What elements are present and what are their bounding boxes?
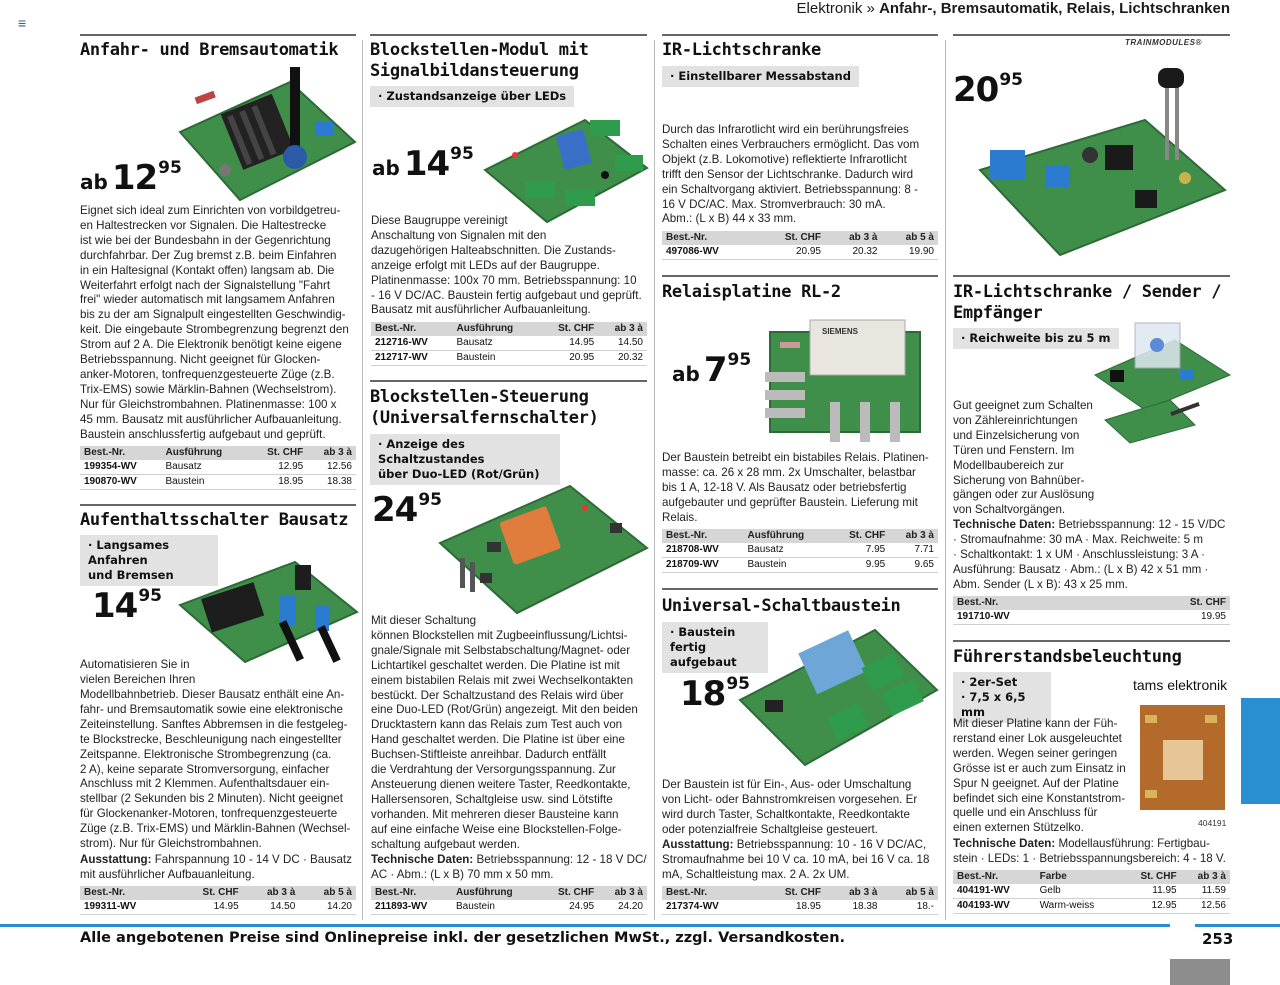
table-header: Farbe	[1036, 870, 1121, 884]
product-image-ir	[975, 50, 1230, 260]
price-cents: 95	[450, 144, 474, 164]
equipment-value: Betriebsspannung: 10 - 16 V DC/AC, Stromaufnahme bei 10 V ca. 10 mA, bei 16 V ca. 18 mA, Schaltleistung max. 2 A. 2x UM.	[662, 838, 930, 881]
price-from-label: ab	[372, 156, 400, 180]
table-header: St. CHF	[830, 529, 889, 543]
price-cell: 18.95	[756, 900, 825, 915]
section-rule	[80, 504, 356, 506]
price-cents: 95	[726, 674, 750, 694]
table-header: Best.-Nr.	[953, 870, 1036, 884]
price-main: 14	[403, 144, 450, 184]
section-rule	[953, 640, 1230, 642]
product-title: Universal-Schaltbaustein	[662, 596, 901, 616]
table-row[interactable]	[80, 900, 356, 915]
price-cell: 20.32	[598, 351, 647, 366]
table-header: ab 3 à	[1181, 870, 1230, 884]
equipment-value: Fahrspannung 10 - 14 V DC · Bausatz mit ausführlicher Aufbauanleitung.	[80, 853, 352, 881]
feature-tag: · Anzeige des Schaltzustandes über Duo-LED (Rot/Grün)	[370, 434, 560, 485]
price-table-irsender	[953, 596, 1230, 625]
column-rule-1	[80, 34, 356, 36]
equipment-label: Ausstattung:	[80, 853, 152, 866]
table-row[interactable]	[371, 900, 647, 915]
sku: 217374-WV	[662, 900, 756, 915]
equipment-label: Ausstattung:	[662, 838, 734, 851]
product-description: Durch das Infrarotlicht wird ein berührungsfreies Schalten eines Verbrauchers ermöglicht. Das vom Objekt (z.B. Lokomotive) reflektierte Infrarotlicht trifft den Sensor der Lichtschranke. Dadurch wird ein Schaltvorgang aktiviert. Betriebsspannung: 8 - 16 V DC/AC. Max. Stromverbrauch: 30 mA. Abm.: (L x B) 44 x 33 mm.	[662, 123, 920, 226]
table-header: Best.-Nr.	[953, 596, 1114, 610]
price-cell: 9.95	[830, 558, 889, 573]
table-header: ab 5 à	[299, 886, 356, 900]
product-image-anfahr	[170, 62, 360, 204]
brand-logo-trainmodules: TRAINMODULES®	[1125, 38, 1202, 47]
table-header: ab 5 à	[881, 231, 938, 245]
tech-data-value: Betriebsspannung: 12 - 18 V DC/ AC · Abm.: (L x B) 70 mm x 50 mm.	[371, 853, 647, 881]
equipment-text	[662, 838, 944, 883]
footer-rule-right	[1195, 924, 1280, 927]
table-header: ab 3 à	[825, 886, 881, 900]
section-rule	[662, 275, 938, 277]
price-universal	[680, 674, 750, 714]
price-table-blockmodul	[371, 322, 647, 366]
product-description: Mit dieser Schaltung können Blockstellen mit Zugbeeinflussung/Lichtsi- gnale/Signale mit Selbstabschaltung/Magnet- oder Lichtartikel geschaltet werden. Die Platine ist mit einem bistabilen Relais mit zwei Wechselkontakten bestückt. Der Schaltzustand des Relais wird über eine Duo-LED (Rot/Grün) angezeigt. Mit den beiden Drucktastern kann das Relais zum Test auch von Hand geschaltet werden. Die Platine ist über eine Buchsen-Stiftleiste anreihbar. Dadurch entfällt die Verdrahtung der Versorgungsspannung. Zur Ansteuerung dienen weitere Taster, Reedkontakte, Hallersensoren, Schaltgleise usw. sind Lötstifte vorhanden. Mit mehreren dieser Bausteine kann auf eine einfache Weise eine Blockstellen-Folge- schaltung aufgebaut werden.	[371, 614, 638, 851]
variant: Baustein	[453, 351, 540, 366]
column-divider	[945, 40, 946, 920]
sku: 199354-WV	[80, 460, 162, 475]
price-blocksteuer	[372, 490, 442, 530]
price-main: 18	[680, 674, 726, 714]
section-rule	[662, 588, 938, 590]
feature-tag: · Zustandsanzeige über LEDs	[370, 86, 574, 107]
tech-data-text	[371, 853, 653, 883]
price-cell: 24.20	[598, 900, 647, 915]
sku: 212717-WV	[371, 351, 453, 366]
table-row[interactable]	[80, 475, 356, 490]
table-header: ab 3 à	[889, 529, 938, 543]
price-cell: 18.38	[825, 900, 881, 915]
variant: Warm-weiss	[1036, 899, 1121, 914]
column-rule-4	[953, 34, 1230, 36]
tech-data-text	[953, 518, 1235, 593]
table-header: ab 3 à	[243, 886, 300, 900]
table-header: Ausführung	[452, 886, 539, 900]
price-cell: 20.32	[825, 245, 881, 260]
price-cell: 14.20	[299, 900, 356, 915]
price-cents: 95	[138, 586, 162, 606]
tech-data-value: Modellausführung: Fertigbau- stein · LEDs: 1 · Betriebsspannungsbereich: 4 - 18 V.	[953, 837, 1226, 865]
price-cell: 11.95	[1121, 884, 1181, 899]
price-cell: 11.59	[1181, 884, 1230, 899]
section-rule	[953, 275, 1230, 277]
price-cell: 24.95	[539, 900, 598, 915]
table-row[interactable]	[371, 351, 647, 366]
price-cell: 12.56	[1181, 899, 1230, 914]
product-image-fuehrer	[1135, 700, 1230, 820]
table-header: St. CHF	[174, 886, 243, 900]
sku: 190870-WV	[80, 475, 162, 490]
price-table-universal	[662, 886, 938, 915]
price-table-blocksteuer	[371, 886, 647, 915]
table-header: ab 5 à	[881, 886, 938, 900]
variant: Baustein	[744, 558, 831, 573]
price-cents: 95	[727, 350, 752, 370]
table-header: ab 3 à	[825, 231, 881, 245]
price-main: 24	[372, 490, 418, 530]
price-cell: 9.65	[889, 558, 938, 573]
table-header: Best.-Nr.	[662, 886, 756, 900]
product-image-relais	[760, 312, 940, 442]
sku: 199311-WV	[80, 900, 174, 915]
price-main: 12	[111, 158, 158, 198]
price-cell: 12.95	[1121, 899, 1181, 914]
tech-data-value: Betriebsspannung: 12 - 15 V/DC · Stromaufnahme: 30 mA · Max. Reichweite: 5 m · Schaltkontakt: 1 x UM · Anschlussleistung: 3 A · Ausführung: Bausatz · Abm.: (L x B) 42 x 51 mm · Abm. Sender (L x B): 43 x 25 mm.	[953, 518, 1226, 591]
sku: 404193-WV	[953, 899, 1036, 914]
product-image-universal	[735, 620, 940, 770]
variant: Gelb	[1036, 884, 1121, 899]
product-image-irsender	[1085, 315, 1235, 445]
feature-tag: · Baustein fertig aufgebaut	[662, 622, 768, 673]
variant: Bausatz	[744, 543, 831, 558]
price-cell: 20.95	[539, 351, 598, 366]
price-cell: 14.95	[174, 900, 243, 915]
sku: 211893-WV	[371, 900, 452, 915]
table-row[interactable]	[953, 610, 1230, 625]
table-header: St. CHF	[1121, 870, 1181, 884]
sku: 212716-WV	[371, 336, 453, 351]
product-description: Diese Baugruppe vereinigt Anschaltung von Signalen mit den dazugehörigen Halteabschnitten. Die Zustands- anzeige erfolgt mit LEDs auf der Baugruppe. Platinenmasse: 100x 70 mm. Betriebsspannung: 10 - 16 V DC/AC. Baustein fertig aufgebaut und geprüft. Bausatz mit ausführlicher Aufbauanleitung.	[371, 214, 642, 317]
price-main: 14	[92, 586, 138, 626]
table-header: St. CHF	[756, 231, 825, 245]
price-blockmodul	[372, 144, 474, 184]
price-aufenthalt	[92, 586, 162, 626]
table-header: Ausführung	[162, 446, 249, 460]
product-image-aufenthalt	[175, 550, 360, 665]
price-cell: 18.38	[307, 475, 356, 490]
sku: 218708-WV	[662, 543, 744, 558]
tech-data-label: Technische Daten:	[953, 518, 1056, 531]
product-title: Blockstellen-Modul mit Signalbildansteuerung	[370, 40, 589, 81]
variant: Bausatz	[162, 460, 249, 475]
table-header: ab 3 à	[307, 446, 356, 460]
sku: 218709-WV	[662, 558, 744, 573]
table-header: St. CHF	[756, 886, 825, 900]
product-description: Modellbahnbetrieb. Dieser Bausatz enthält eine An- fahr- und Bremsautomatik sowie eine elektronische Zeiteinstellung. Sanftes Abbremsen in die festgeleg- te Blockstrecke, Beschleunigung nach eingestellter Zeitspanne. Elektronische Strombegrenzung (ca. 2 A), keine separate Stromversorgung, einfacher Anschluss mit 2 Klemmen. Aufenthaltsdauer ein- stellbar (2 Sekunden bis 2 Minuten). Nicht geeignet für Glockenanker-Motoren, tonfrequenzgesteuerte Züge (z.B. Trix-EMS) und Märklin-Bahnen (Wechsel- strom). Nur für Gleichstrombahnen.	[80, 688, 351, 851]
price-cents: 95	[418, 490, 442, 510]
feature-tag: · Reichweite bis zu 5 m	[953, 328, 1119, 349]
column-divider	[654, 40, 655, 920]
table-header: Best.-Nr.	[371, 886, 452, 900]
product-description: Der Baustein ist für Ein-, Aus- oder Umschaltung von Licht- oder Bahnstromkreisen vorgesehen. Er wird durch Taster, Schaltkontakte, Reedkontakte oder potenzialfreie Schaltgleise gesteuert.	[662, 778, 918, 836]
page-corner-marker	[1170, 959, 1230, 985]
price-main: 20	[953, 70, 999, 110]
relay-brand-text: SIEMENS	[822, 327, 859, 336]
price-table-ir	[662, 231, 938, 260]
price-cell: 12.56	[307, 460, 356, 475]
feature-tag: · Einstellbarer Messabstand	[662, 66, 859, 87]
product-title: Aufenthaltsschalter Bausatz	[80, 510, 349, 530]
sku: 404191-WV	[953, 884, 1036, 899]
column-rule-2	[370, 34, 647, 36]
table-header: St. CHF	[1114, 596, 1230, 610]
footer-price-note: Alle angebotenen Preise sind Onlinepreise inkl. der gesetzlichen MwSt., zzgl. Versandkosten.	[80, 930, 846, 946]
column-divider	[362, 40, 363, 920]
product-title: Führerstandsbeleuchtung	[953, 647, 1182, 667]
price-cell: 19.90	[881, 245, 938, 260]
equipment-text	[80, 853, 362, 883]
feature-tag: · Langsames Anfahren und Bremsen	[80, 535, 218, 586]
price-cell: 18.-	[881, 900, 938, 915]
breadcrumb	[797, 0, 1230, 17]
breadcrumb-separator: »	[866, 0, 875, 17]
price-table-anfahr	[80, 446, 356, 490]
product-title: IR-Lichtschranke / Sender / Empfänger	[953, 282, 1222, 323]
tech-data-label: Technische Daten:	[953, 837, 1056, 850]
product-title: Anfahr- und Bremsautomatik	[80, 40, 339, 60]
product-description-short: Automatisieren Sie in vielen Bereichen Ihren	[80, 658, 196, 686]
price-table-fuehrer	[953, 870, 1230, 914]
price-table-relais	[662, 529, 938, 573]
menu-icon[interactable]: ≡	[18, 15, 27, 31]
price-from-label: ab	[672, 362, 700, 386]
section-tab-marker[interactable]	[1241, 698, 1280, 804]
table-header: Best.-Nr.	[80, 886, 174, 900]
page-number: 253	[1202, 930, 1234, 948]
price-cell: 14.50	[243, 900, 300, 915]
price-cell: 18.95	[248, 475, 307, 490]
table-row[interactable]	[662, 900, 938, 915]
breadcrumb-parent[interactable]: Elektronik	[796, 0, 863, 17]
table-header: ab 3 à	[598, 886, 647, 900]
table-header: Best.-Nr.	[662, 231, 756, 245]
product-title: Blockstellen-Steuerung (Universalfernschalter)	[370, 387, 599, 428]
variant: Bausatz	[453, 336, 540, 351]
product-description: Eignet sich ideal zum Einrichten von vorbildgetreu- en Haltestrecken vor Signalen. Die Haltestrecke ist wie bei der Bundesbahn in der Gegenrichtung durchfahrbar. Der Zug bremst z.B. beim Einfahren in ein Haltesignal (Kontakt offen) langsam ab. Die Weiterfahrt erfolgt nach der Signalstellung "Fahrt frei" wieder automatisch mit langsamem Anfahren bis zu der am Signalpult eingestellten Geschwindig- keit. Die eingebaute Strombegrenzung begrenzt den Strom auf 2 A. Die Elektronik benötigt keine eigene Betriebsspannung. Nicht geeignet für Glocken- anker-Motoren, tonfrequenzgesteuerte Züge (z.B. Trix-EMS) sowie Märklin-Bahnen (Wechselstrom). Nur für Gleichstrombahnen. Platinenmasse: 100 x 45 mm. Bausatz mit ausführlicher Aufbauanleitung. Baustein anschlussfertig aufgebaut und geprüft.	[80, 204, 349, 441]
price-cents: 95	[999, 70, 1023, 90]
tech-data-label: Technische Daten:	[371, 853, 474, 866]
price-anfahr	[80, 158, 182, 198]
table-row[interactable]	[953, 884, 1230, 899]
table-header: Ausführung	[744, 529, 831, 543]
table-header: Ausführung	[453, 322, 540, 336]
table-header: St. CHF	[539, 886, 598, 900]
table-row[interactable]	[371, 336, 647, 351]
price-cell: 7.71	[889, 543, 938, 558]
price-relais	[672, 350, 752, 390]
sku: 191710-WV	[953, 610, 1114, 625]
table-header: ab 3 à	[598, 322, 647, 336]
table-row[interactable]	[662, 245, 938, 260]
footer-rule	[0, 924, 1170, 927]
sku: 497086-WV	[662, 245, 756, 260]
table-header: St. CHF	[248, 446, 307, 460]
variant: Baustein	[162, 475, 249, 490]
table-row[interactable]	[953, 899, 1230, 914]
tech-data-text	[953, 837, 1235, 867]
variant: Baustein	[452, 900, 539, 915]
table-header: Best.-Nr.	[662, 529, 744, 543]
price-cell: 12.95	[248, 460, 307, 475]
feature-tag: · 2er-Set · 7,5 x 6,5 mm	[953, 672, 1051, 723]
table-row[interactable]	[662, 543, 938, 558]
table-header: St. CHF	[539, 322, 598, 336]
price-cell: 14.95	[539, 336, 598, 351]
brand-logo-tams: tams elektronik	[1133, 677, 1228, 693]
image-caption: 404191	[1198, 818, 1227, 828]
product-image-blockmodul	[475, 110, 650, 228]
section-rule	[370, 380, 647, 382]
table-header: Best.-Nr.	[371, 322, 453, 336]
product-description: Mit dieser Platine kann der Füh- rerstand einer Lok ausgeleuchtet werden. Wegen seiner geringen Grösse ist er auch zum Einsatz in Spur N geeignet. Auf der Platine befindet sich eine Konstantstrom- quelle und ein Anschluss für einen externen Stützelko.	[953, 717, 1126, 835]
price-cell: 19.95	[1114, 610, 1230, 625]
breadcrumb-current: Anfahr-, Bremsautomatik, Relais, Lichtschranken	[879, 0, 1230, 17]
product-image-blocksteuer	[435, 478, 650, 618]
product-description: Gut geeignet zum Schalten von Zählereinrichtungen und Einzelsicherung von Türen und Fenstern. Im Modellbaubereich zur Sicherung von Bahnüber- gängen oder zur Auslösung von Schaltvorgängen.	[953, 399, 1095, 517]
price-from-label: ab	[80, 170, 108, 194]
table-row[interactable]	[80, 460, 356, 475]
product-description: Der Baustein betreibt ein bistabiles Relais. Platinen- masse: ca. 26 x 28 mm. 2x Umschalter, belastbar bis 1 A, 12-18 V. Als Bausatz oder betriebsfertig aufgebauter und geprüfter Baustein. Lieferung mit Relais.	[662, 451, 929, 524]
price-cents: 95	[158, 158, 182, 178]
table-header: Best.-Nr.	[80, 446, 162, 460]
price-cell: 14.50	[598, 336, 647, 351]
price-main: 7	[703, 350, 727, 390]
table-row[interactable]	[662, 558, 938, 573]
price-table-aufenthalt	[80, 886, 356, 915]
price-cell: 7.95	[830, 543, 889, 558]
column-rule-3	[662, 34, 938, 36]
price-cell: 20.95	[756, 245, 825, 260]
product-title: IR-Lichtschranke	[662, 40, 821, 60]
product-title: Relaisplatine RL-2	[662, 282, 841, 302]
